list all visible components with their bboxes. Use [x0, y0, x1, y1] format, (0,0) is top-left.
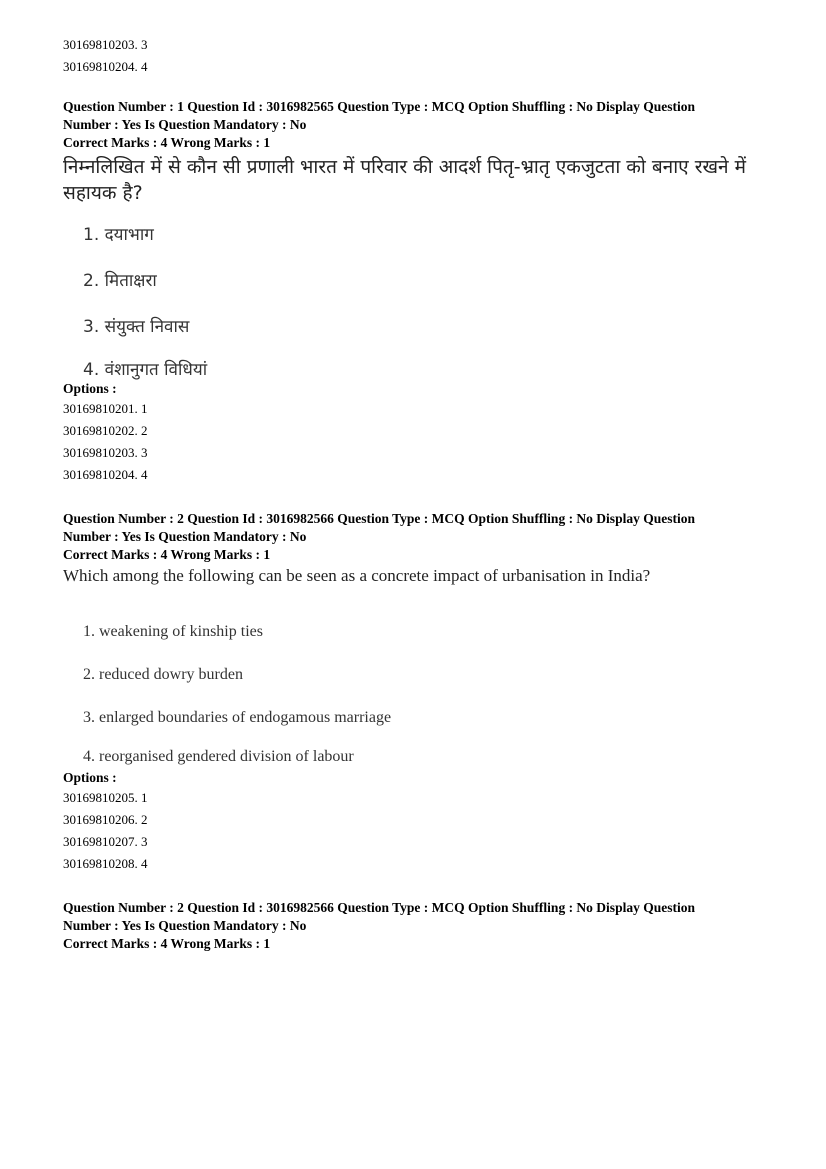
question-header: Question Number : 2 Question Id : 3016982566 Question Type : MCQ Option Shuffling : No Display Question	[63, 511, 695, 526]
option-code: 30169810206. 2	[63, 812, 148, 827]
question-3	[63, 899, 763, 953]
question-marks: Correct Marks : 4 Wrong Marks : 1	[63, 547, 271, 562]
answer-choice: 2. reduced dowry burden	[83, 666, 243, 683]
question-text: Which among the following can be seen as a concrete impact of urbanisation in India?	[63, 566, 651, 585]
question-header-cont: Number : Yes Is Question Mandatory : No	[63, 117, 307, 132]
document-page	[63, 34, 763, 953]
answer-choice: 3. संयुक्त निवास	[83, 317, 190, 337]
answer-choice: 4. वंशानुगत विधियां	[83, 360, 208, 380]
question-text-line: निम्नलिखित में से कौन सी प्रणाली भारत में परिवार की आदर्श पितृ-भ्रातृ एकजुटता को बनाए रखने में	[63, 156, 746, 178]
question-1	[63, 98, 763, 486]
options-label: Options :	[63, 770, 117, 785]
answer-choice: 1. दयाभाग	[83, 225, 154, 245]
answer-choice: 1. weakening of kinship ties	[83, 623, 263, 640]
option-code: 30169810204. 4	[63, 59, 148, 74]
option-code: 30169810204. 4	[63, 467, 148, 482]
top-options-list	[63, 34, 763, 78]
question-header-cont: Number : Yes Is Question Mandatory : No	[63, 918, 307, 933]
options-label: Options :	[63, 381, 117, 396]
question-marks: Correct Marks : 4 Wrong Marks : 1	[63, 936, 271, 951]
answer-choice: 3. enlarged boundaries of endogamous marriage	[83, 709, 392, 726]
option-code: 30169810203. 3	[63, 445, 148, 460]
option-code: 30169810207. 3	[63, 834, 148, 849]
option-code: 30169810205. 1	[63, 790, 148, 805]
question-2	[63, 510, 763, 875]
option-code: 30169810201. 1	[63, 401, 148, 416]
question-header: Question Number : 2 Question Id : 3016982566 Question Type : MCQ Option Shuffling : No Display Question	[63, 900, 695, 915]
option-code: 30169810208. 4	[63, 856, 148, 871]
option-code: 30169810202. 2	[63, 423, 148, 438]
question-text-line: सहायक है?	[63, 182, 143, 204]
question-marks: Correct Marks : 4 Wrong Marks : 1	[63, 135, 271, 150]
question-header-cont: Number : Yes Is Question Mandatory : No	[63, 529, 307, 544]
answer-choice: 4. reorganised gendered division of labour	[83, 748, 354, 765]
question-header: Question Number : 1 Question Id : 3016982565 Question Type : MCQ Option Shuffling : No Display Question	[63, 99, 695, 114]
answer-choice: 2. मिताक्षरा	[83, 271, 157, 291]
option-code: 30169810203. 3	[63, 37, 148, 52]
question-text	[63, 154, 763, 206]
